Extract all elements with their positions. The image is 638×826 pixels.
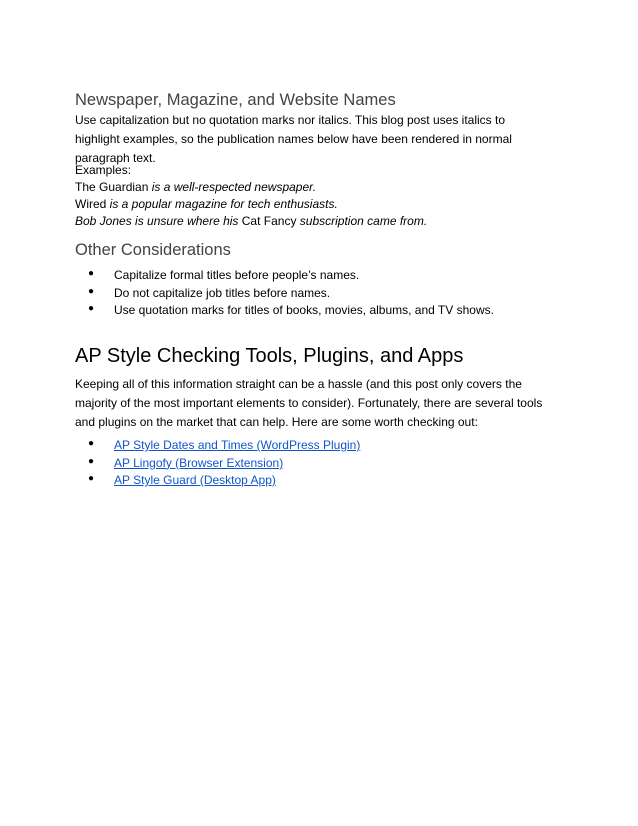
example-1-text: is a well-respected newspaper. <box>148 180 317 194</box>
bullet-icon: ● <box>88 303 95 314</box>
heading-tools-plugins-apps: AP Style Checking Tools, Plugins, and Apps <box>75 345 464 367</box>
heading-other-considerations: Other Considerations <box>75 241 231 259</box>
link-ap-style-dates-times[interactable]: AP Style Dates and Times (WordPress Plugin) <box>114 438 361 452</box>
example-2-name: Wired <box>75 197 107 211</box>
example-1-name: The Guardian <box>75 180 149 194</box>
link-ap-style-guard[interactable]: AP Style Guard (Desktop App) <box>114 473 276 487</box>
example-line-1 <box>75 180 316 194</box>
list-item-text: Do not capitalize job titles before names. <box>114 285 331 300</box>
bullet-icon: ● <box>88 473 95 484</box>
example-2-text: is a popular magazine for tech enthusiasts. <box>106 197 338 211</box>
list-item-text: Use quotation marks for titles of books, movies, albums, and TV shows. <box>114 303 494 317</box>
bullet-icon: ● <box>88 285 95 297</box>
examples-label: Examples: <box>75 163 132 177</box>
example-3-text-end: subscription came from. <box>296 214 428 228</box>
bullet-icon: ● <box>88 438 95 449</box>
example-3-name: Cat Fancy <box>241 214 297 228</box>
bullet-icon: ● <box>88 268 95 279</box>
heading-publication-names: Newspaper, Magazine, and Website Names <box>75 91 396 109</box>
example-line-3 <box>75 214 427 228</box>
bullet-icon: ● <box>88 455 95 467</box>
paragraph-publication-names: Use capitalization but no quotation marks nor italics. This blog post uses italics to highlight examples, so the publication names below have been rendered in normal paragraph text. <box>75 113 512 165</box>
list-item-text: Capitalize formal titles before people’s names. <box>114 268 360 282</box>
link-ap-lingofy[interactable]: AP Lingofy (Browser Extension) <box>114 455 284 470</box>
example-line-2 <box>75 197 338 211</box>
paragraph-tools: Keeping all of this information straight can be a hassle (and this post only covers the majority of the most important elements to consider). Fortunately, there are several tools and plugins on the market that can help. Here are some worth checking out: <box>75 377 543 429</box>
example-3-text-start: Bob Jones is unsure where his <box>75 214 242 228</box>
